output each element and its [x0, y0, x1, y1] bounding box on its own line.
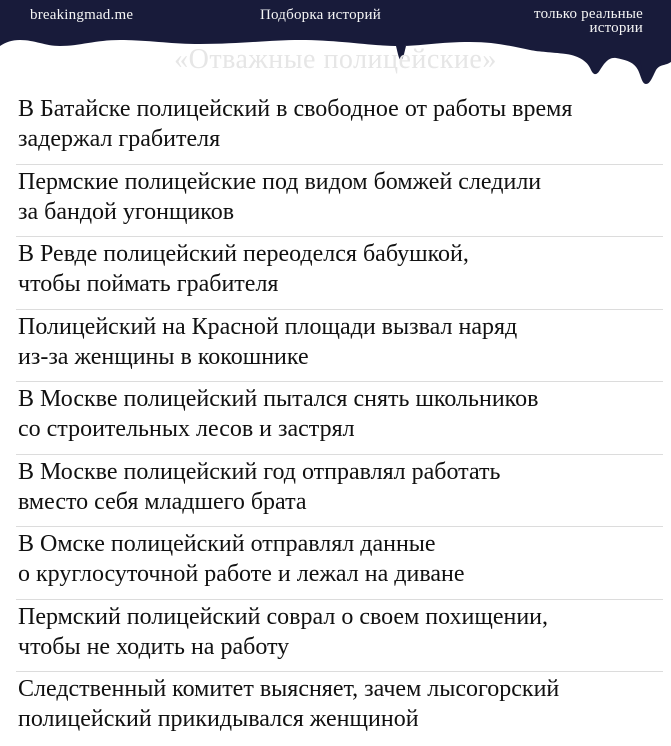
- story-line: за бандой угонщиков: [18, 198, 235, 225]
- story-line: чтобы не ходить на работу: [18, 633, 290, 660]
- story-line: задержал грабителя: [18, 126, 221, 152]
- story-line: вместо себя младшего брата: [18, 488, 307, 515]
- story-line: полицейский прикидывался женщиной: [18, 706, 419, 732]
- story-item[interactable]: [0, 455, 671, 528]
- story-line: из-за женщины в кокошнике: [18, 343, 309, 370]
- tagline: только реальные истории: [534, 6, 643, 36]
- story-line: В Омске полицейский отправлял данные: [18, 531, 436, 557]
- story-list: [0, 92, 671, 745]
- page-title: «Отважные полицейские»: [174, 44, 497, 75]
- story-line: Полицейский на Красной площади вызвал наряд: [18, 313, 518, 340]
- story-line: В Москве полицейский год отправлял работать: [18, 458, 501, 485]
- story-line: В Батайске полицейский в свободное от работы время: [18, 96, 573, 122]
- story-line: Следственный комитет выясняет, зачем лысогорский: [18, 676, 560, 702]
- story-item[interactable]: [0, 92, 671, 165]
- story-item[interactable]: [0, 672, 671, 745]
- header-banner: [0, 0, 671, 90]
- story-line: Пермские полицейские под видом бомжей следили: [18, 168, 542, 195]
- story-item[interactable]: [0, 237, 671, 310]
- story-line: В Москве полицейский пытался снять школьников: [18, 386, 539, 412]
- story-item[interactable]: [0, 310, 671, 383]
- story-line: Пермский полицейский соврал о своем похищении,: [18, 603, 549, 630]
- story-item[interactable]: [0, 600, 671, 673]
- story-item[interactable]: [0, 527, 671, 600]
- story-item[interactable]: [0, 382, 671, 455]
- section-label: Подборка историй: [260, 7, 381, 23]
- story-line: В Ревде полицейский переоделся бабушкой,: [18, 241, 469, 267]
- story-line: о круглосуточной работе и лежал на диване: [18, 561, 465, 587]
- story-item[interactable]: [0, 165, 671, 238]
- story-line: со строительных лесов и застрял: [18, 416, 355, 442]
- site-name[interactable]: breakingmad.me: [30, 7, 134, 23]
- story-line: чтобы поймать грабителя: [18, 271, 279, 297]
